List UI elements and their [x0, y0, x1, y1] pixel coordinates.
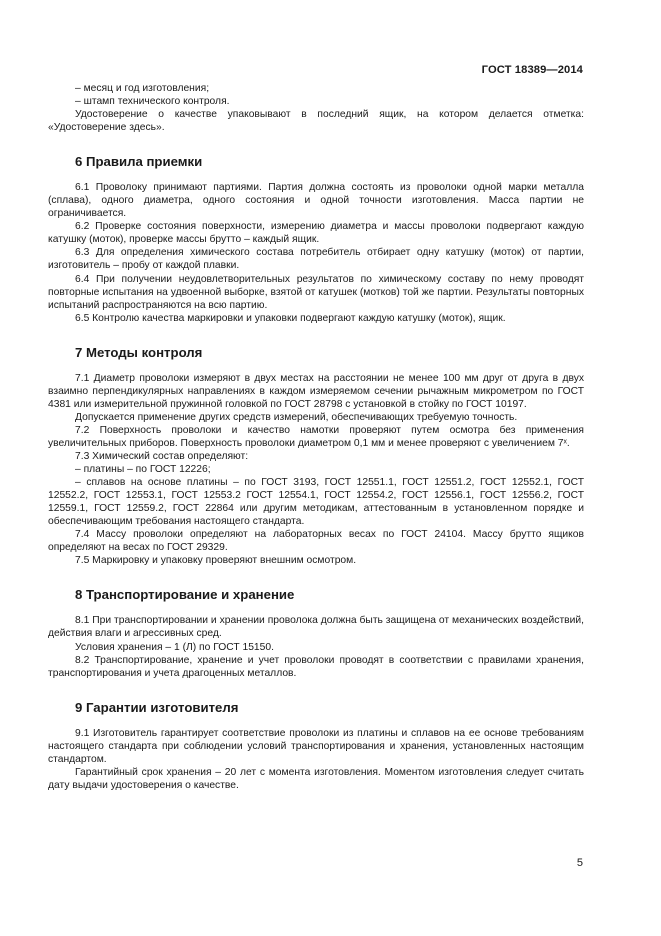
section-title: 8 Транспортирование и хранение [75, 587, 295, 603]
paragraph: Допускается применение других средств измерений, обеспечивающих требуемую точность. [75, 411, 518, 423]
section-6 [48, 154, 584, 325]
paragraph: 8.1 При транспортировании и хранении проволока должна быть защищена от механических воздействий, действия влаги и агрессивных сред. [48, 615, 584, 640]
section-8 [48, 587, 584, 679]
paragraph: 8.2 Транспортирование, хранение и учет проволоки проводят в соответствии с правилами хранения, транспортирования и учета драгоценных металлов. [48, 654, 584, 679]
section-9 [48, 700, 584, 792]
list-item: – сплавов на основе платины – по ГОСТ 3193, ГОСТ 12551.1, ГОСТ 12551.2, ГОСТ 12552.1, ГОСТ 12552.2, ГОСТ 12553.1, ГОСТ 12553.2 ГОСТ 12554.1, ГОСТ 12554.2, ГОСТ 12556.1, ГОСТ 12556.2, ГОСТ 12559.1, ГОСТ 12559.2, ГОСТ 22864 или другим методикам, аттестованным в установленном порядке и обеспечивающим требования настоящего стандарта. [48, 477, 584, 528]
paragraph: 6.1 Проволоку принимают партиями. Партия должна состоять из проволоки одной марки металла (сплава), одного диаметра, одного состояния и одной точности изготовления. Масса партии не ограничивается. [48, 182, 584, 220]
paragraph: 6.4 При получении неудовлетворительных результатов по химическому составу по нему проводят повторные испытания на удвоенной выборке, взятой от катушек (мотков) той же партии. Результаты повторных испытаний распространяются на всю партию. [48, 273, 584, 311]
section-title: 9 Гарантии изготовителя [75, 699, 239, 715]
list-item: – платины – по ГОСТ 12226; [75, 464, 211, 476]
list-item: – месяц и год изготовления; [75, 83, 210, 94]
document-code-header: ГОСТ 18389—2014 [481, 64, 583, 76]
paragraph: 9.1 Изготовитель гарантирует соответствие проволоки из платины и сплавов на ее основе требованиям настоящего стандарта при соблюдении условий транспортирования и хранения, установленных настоящим стандартом. [48, 727, 584, 765]
paragraph: 7.4 Массу проволоки определяют на лабораторных весах по ГОСТ 24104. Массу брутто ящиков определяют на весах по ГОСТ 29329. [48, 529, 584, 554]
section-7 [48, 345, 584, 568]
paragraph: 6.3 Для определения химического состава потребитель отбирает одну катушку (моток) от партии, изготовитель – пробу от каждой плавки. [48, 247, 584, 272]
section-title: 7 Методы контроля [75, 344, 203, 360]
paragraph: 6.2 Проверке состояния поверхности, измерению диаметра и массы проволоки подвергают каждую катушку (моток), проверке массы брутто – каждый ящик. [48, 221, 584, 246]
paragraph: 7.1 Диаметр проволоки измеряют в двух местах на расстоянии не менее 100 мм друг от друга в двух взаимно перпендикулярных направлениях в каждом измеряемом сечении рычажным микрометром по ГОСТ 4381 или измерительной пружинной головкой по ГОСТ 28798 с установкой в стойку по ГОСТ 10197. [48, 372, 584, 410]
paragraph: 7.3 Химический состав определяют: [75, 450, 249, 462]
paragraph: 6.5 Контролю качества маркировки и упаковки подвергают каждую катушку (моток), ящик. [75, 312, 506, 324]
page-number: 5 [576, 857, 583, 869]
list-item: – штамп технического контроля. [75, 96, 230, 108]
paragraph: Удостоверение о качестве упаковывают в последний ящик, на котором делается отметка: «Удостоверение здесь». [48, 109, 584, 134]
paragraph: Гарантийный срок хранения – 20 лет с момента изготовления. Моментом изготовления следует считать дату выдачи удостоверения о качестве. [48, 766, 584, 791]
paragraph: 7.5 Маркировку и упаковку проверяют внешним осмотром. [75, 555, 357, 567]
section-title: 6 Правила приемки [75, 154, 203, 170]
paragraph: Условия хранения – 1 (Л) по ГОСТ 15150. [75, 641, 274, 653]
paragraph: 7.2 Поверхность проволоки и качество намотки проверяют путем осмотра без применения увеличительных приборов. Поверхность проволоки диаметром 0,1 мм и менее проверяют с увеличением 7ˣ. [48, 424, 584, 449]
document-body [48, 82, 584, 792]
